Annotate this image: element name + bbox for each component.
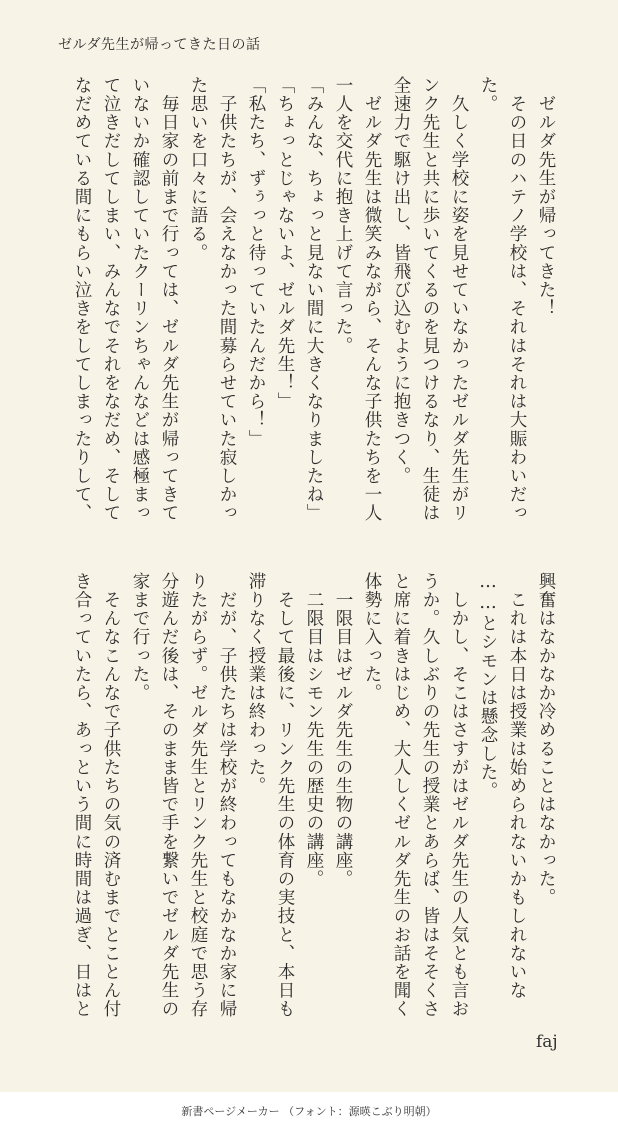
text-line: 分遊んだ後は、そのまま皆で手を繋いでゼルダ先生の [159,572,179,1019]
text-line: た。 [478,76,498,114]
text-line: て泣きだしてしまい、みんなでそれをなだめ、そして [101,76,121,523]
text-line: と席に着きはじめ、大人しくゼルダ先生のお話を聞く [391,572,411,1019]
text-line: そして最後に、リンク先生の体育の実技と、本日も [275,572,295,1019]
footer-bar [0,1092,618,1132]
text-line: しかし、そこはさすがはゼルダ先生の人気とも言お [449,572,469,1019]
text-line: 一人を交代に抱き上げて言った。 [333,76,353,355]
text-line: 久しく学校に姿を見せていなかったゼルダ先生がリ [449,76,469,523]
text-line: ゼルダ先生が帰ってきた！ [536,76,556,318]
text-line: 体勢に入った。 [362,572,382,703]
text-line: 毎日家の前まで行っては、ゼルダ先生が帰ってきて [159,76,179,523]
text-line: これは本日は授業は始められないかもしれないな [507,572,527,1000]
text-line: 子供たちが、会えなかった間募らせていた寂しかっ [217,76,237,523]
text-line: 一限目はゼルダ先生の生物の講座。 [333,572,353,889]
text-line: 二限目はシモン先生の歴史の講座。 [304,572,324,889]
text-line: りたがらず。ゼルダ先生とリンク先生と校庭で思う存 [188,572,208,1019]
text-line: 全速力で駆け出し、皆飛び込むように抱きつく。 [391,76,411,486]
text-line: いないか確認していたクーリンちゃんなどは感極まっ [130,76,150,523]
text-line: 滞りなく授業は終わった。 [246,572,266,796]
text-line: 「私たち、ずぅっと待っていたんだから！」 [246,76,266,448]
author-signature: faj [536,1032,558,1052]
text-line: き合っていたら、あっという間に時間は過ぎ、日はと [72,572,92,1019]
page-title: ゼルダ先生が帰ってきた日の話 [58,37,261,53]
text-line: 「みんな、ちょっと見ない間に大きくなりましたね」 [304,76,324,523]
text-line: 興奮はなかなか冷めることはなかった。 [536,572,556,907]
upper-text-block [56,76,560,523]
text-line: その日のハテノ学校は、それはそれは大賑わいだっ [507,76,527,523]
text-line: た思いを口々に語る。 [188,76,208,262]
text-line: ……とシモンは懸念した。 [478,572,498,801]
text-line: なだめている間にもらい泣きをしてしまったりして、 [72,76,92,523]
text-line: 「ちょっとじゃないよ、ゼルダ先生！」 [275,76,295,411]
footer-credit: 新書ページメーカー （フォント：源暎こぶり明朝） [181,1105,437,1118]
text-line: そんなこんなで子供たちの気の済むまでとことん付 [101,572,121,1019]
text-line: ゼルダ先生は微笑みながら、そんな子供たちを一人 [362,76,382,523]
text-line: ンク先生と共に歩いてくるのを見つけるなり、生徒は [420,76,440,523]
text-line: 家まで行った。 [130,572,150,703]
text-line: うか。久しぶりの先生の授業とあらば、皆はそそくさ [420,572,440,1019]
text-line: だが、子供たちは学校が終わってもなかなか家に帰 [217,572,237,1019]
lower-text-block [56,572,560,1019]
